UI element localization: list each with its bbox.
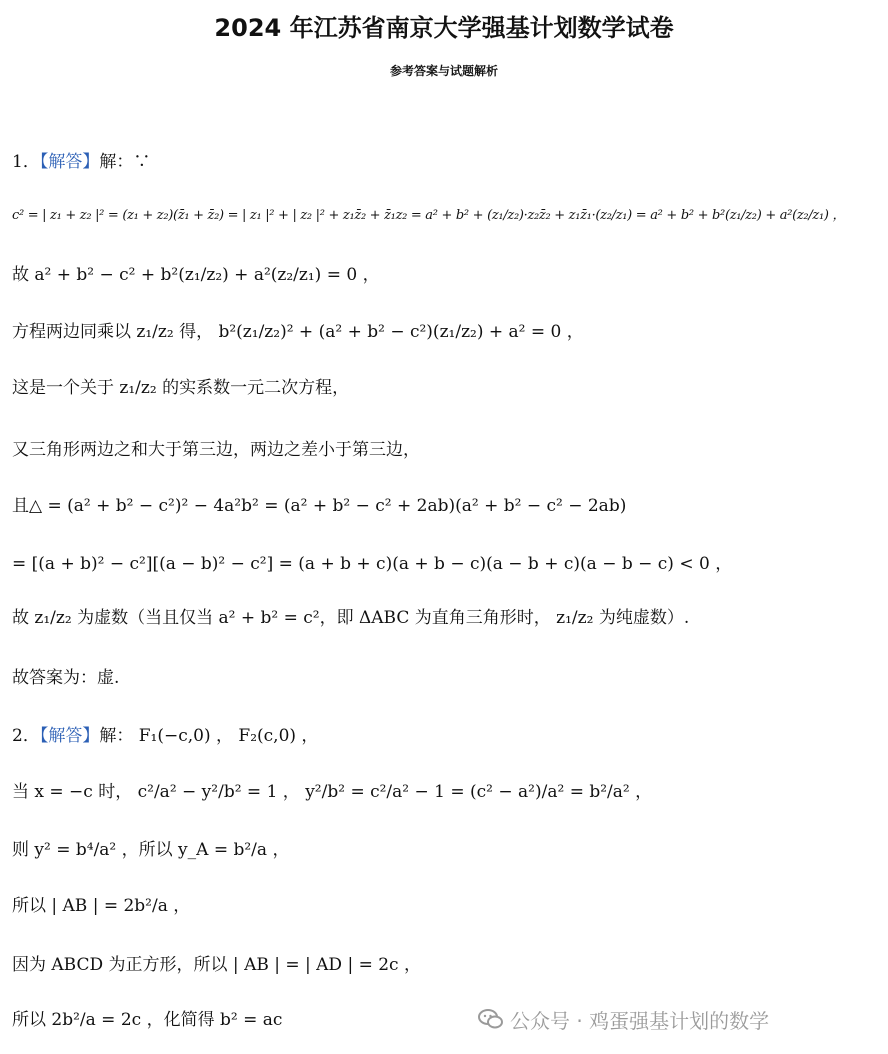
solution-1-intro: 解：∵	[99, 152, 151, 172]
solution-1-line-2: 故 a² + b² − c² + b²(z₁/z₂) + a²(z₂/z₁) = 0 ，	[12, 265, 380, 285]
solution-1-number: 1．	[12, 152, 40, 172]
wechat-icon	[478, 1008, 504, 1030]
solution-1-line-3: 方程两边同乘以 z₁/z₂ 得， b²(z₁/z₂)² + (a² + b² − c²)(z₁/z₂) + a² = 0 ，	[12, 322, 584, 342]
page-title: 2024 年江苏省南京大学强基计划数学试卷	[214, 14, 674, 42]
solution-1-label: 【解答】	[39, 152, 100, 172]
watermark	[478, 1004, 878, 1034]
solution-2-line-4: 因为 ABCD 为正方形，所以 | AB | = | AD | = 2c ，	[12, 955, 421, 975]
solution-2-line-5: 所以 2b²/a = 2c ，化简得 b² = ac	[12, 1010, 283, 1030]
solution-1-line-5: 又三角形两边之和大于第三边，两边之差小于第三边，	[12, 440, 420, 460]
watermark-text: 公众号 · 鸡蛋强基计划的数学	[510, 1008, 770, 1033]
solution-2-number: 2．	[12, 726, 40, 746]
solution-2-line-3: 所以 | AB | = 2b²/a ，	[12, 896, 191, 916]
solution-1-line-9: 故答案为：虚.	[12, 668, 120, 688]
solution-2-label: 【解答】	[39, 726, 100, 746]
solution-1-line-6: 且△ = (a² + b² − c²)² − 4a²b² = (a² + b² − c² + 2ab)(a² + b² − c² − 2ab)	[12, 496, 627, 516]
solution-1-line-8: 故 z₁/z₂ 为虚数（当且仅当 a² + b² = c²，即 ΔABC 为直角三角形时， z₁/z₂ 为纯虚数）.	[12, 608, 690, 628]
page-subtitle: 参考答案与试题解析	[389, 64, 498, 78]
solution-2-line-1: 当 x = −c 时， c²/a² − y²/b² = 1 ， y²/b² = c²/a² − 1 = (c² − a²)/a² = b²/a² ，	[12, 782, 653, 802]
solution-1-line-4: 这是一个关于 z₁/z₂ 的实系数一元二次方程，	[12, 378, 350, 398]
solution-1-line-1: c² = | z₁ + z₂ |² = (z₁ + z₂)(z̄₁ + z̄₂) = | z₁ |² + | z₂ |² + z₁z̄₂ + z̄₁z₂ = a² + b² + (z₁/z₂)·z₂z̄₂ + z₁z̄₁·(z₂/z₁) = a² + b² + b²(z₁/z₂) + a²(z₂/z₁) ，	[12, 208, 846, 223]
solution-2-line-2: 则 y² = b⁴/a² ，所以 y_A = b²/a ，	[12, 840, 290, 860]
solution-2-heading	[12, 726, 318, 746]
solution-1-line-7: = [(a + b)² − c²][(a − b)² − c²] = (a + b + c)(a + b − c)(a − b + c)(a − b − c) < 0 ，	[12, 554, 733, 574]
solution-2-intro: 解： F₁(−c,0) ， F₂(c,0) ，	[99, 726, 319, 746]
solution-1-heading	[12, 152, 150, 172]
